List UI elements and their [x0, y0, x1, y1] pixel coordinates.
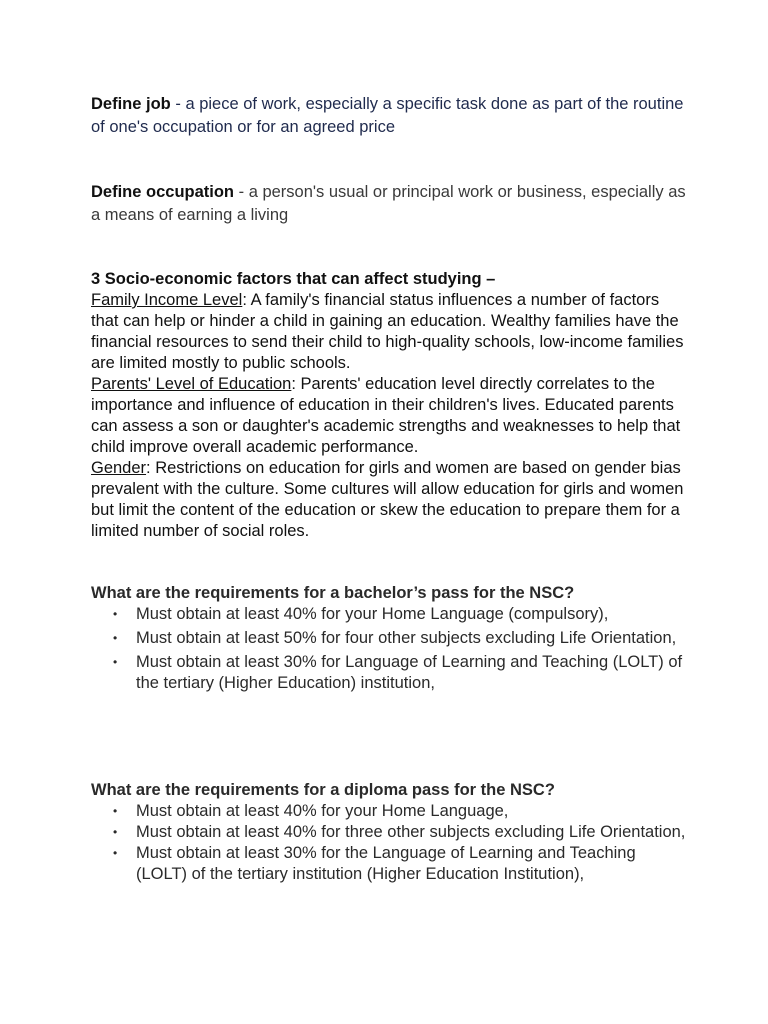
definition-job [91, 93, 691, 139]
bullet-icon: • [113, 846, 118, 860]
socio-economic-factors [91, 269, 691, 542]
definition-job-term: Define job [91, 95, 171, 113]
bullet-icon: • [113, 631, 118, 645]
list-item: • Must obtain at least 30% for the Language of Learning and Teaching (LOLT) of the tertiary institution (Higher Education Institution), [113, 844, 636, 883]
list-item: • Must obtain at least 40% for your Home Language, [113, 802, 509, 820]
factors-heading: 3 Socio-economic factors that can affect studying – [91, 270, 496, 288]
factor-label: Gender [91, 459, 147, 477]
factor-item-family-income [91, 290, 691, 374]
definition-occupation-text: a person's usual or principal work or business, especially as a means of earning a living [91, 183, 686, 224]
bullet-icon: • [113, 804, 118, 818]
factor-label: Family Income Level [91, 291, 243, 309]
factor-text: : A family's financial status influences a number of factors that can help or hinder a child in gaining an education. Wealthy families have the financial resources to send their child to high-quality schools, low-income families are limited mostly to public schools. [91, 291, 684, 372]
list-item: • Must obtain at least 40% for your Home Language (compulsory), [113, 605, 609, 623]
factor-label: Parents' Level of Education [91, 375, 292, 393]
list-item: • Must obtain at least 30% for Language of Learning and Teaching (LOLT) of the tertiary (Higher Education) institution, [113, 653, 683, 692]
definition-job-text: a piece of work, especially a specific task done as part of the routine of one's occupation or for an agreed price [91, 95, 684, 136]
bachelor-requirements-list [91, 604, 691, 694]
definition-occupation-separator: - [234, 183, 249, 201]
bachelor-question: What are the requirements for a bachelor’s pass for the NSC? [91, 584, 575, 602]
diploma-requirements-list [91, 801, 691, 885]
factor-text: : Restrictions on education for girls and women are based on gender bias prevalent with the culture. Some cultures will allow education for girls and women but limit the content of the education or skew the education to prepare them for a limited number of social roles. [91, 459, 684, 540]
bachelor-requirements [91, 583, 691, 697]
list-item: • Must obtain at least 50% for four other subjects excluding Life Orientation, [113, 629, 677, 647]
factor-text: : Parents' education level directly correlates to the importance and influence of education in their children's lives. Educated parents can assess a son or daughter's academic strengths and weaknesses to help that child improve overall academic performance. [91, 375, 681, 456]
bullet-icon: • [113, 607, 118, 621]
bullet-icon: • [113, 655, 118, 669]
definition-job-separator: - [170, 95, 186, 113]
definition-occupation-term: Define occupation [91, 183, 235, 201]
factor-item-gender [91, 458, 691, 542]
diploma-requirements [91, 780, 691, 885]
definition-occupation [91, 181, 691, 227]
diploma-question: What are the requirements for a diploma pass for the NSC? [91, 781, 555, 799]
factor-item-parents-education [91, 374, 691, 458]
list-item: • Must obtain at least 40% for three other subjects excluding Life Orientation, [113, 823, 686, 841]
bullet-icon: • [113, 825, 118, 839]
